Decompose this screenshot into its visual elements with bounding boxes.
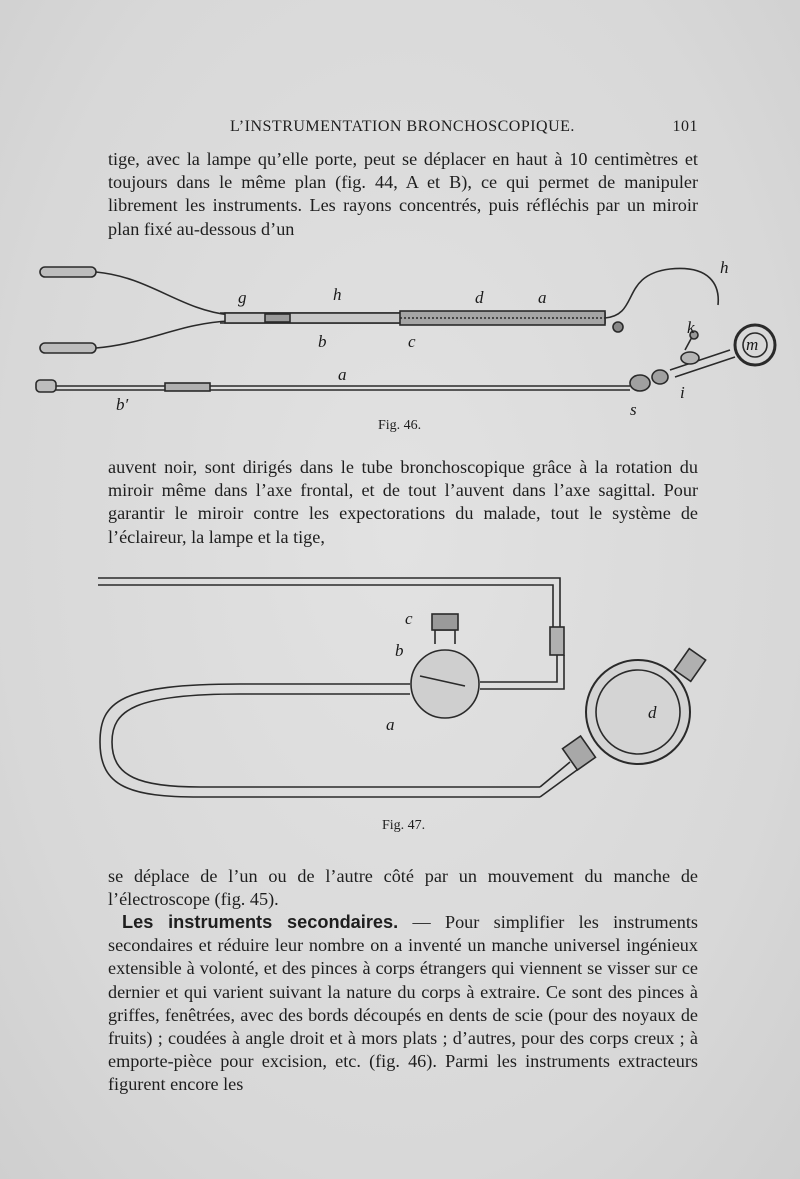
fig46-label-a-lower: a (338, 365, 347, 384)
paragraph-1: tige, avec la lampe qu’elle porte, peut se déplacer en haut à 10 centimètres et toujours dans le même plan (fig. 44, A et B), ce qui permet de manipuler librement les instruments. Les rayons concentrés, puis réfléchis par un miroir plan fixé au-dessous d’un (108, 149, 698, 239)
fig46-label-d: d (475, 288, 484, 307)
fig46-label-s: s (630, 400, 637, 419)
fig46-label-a-upper: a (538, 288, 547, 307)
fig46-label-k: k (687, 318, 695, 337)
fig46-label-b-lower: b′ (116, 395, 129, 414)
fig46-label-g: g (238, 288, 247, 307)
paragraph-4 (108, 911, 698, 1097)
fig46-label-h-right: h (720, 258, 729, 277)
fig46-label-c: c (408, 332, 416, 351)
section-heading: Les instruments secondaires. (122, 912, 399, 932)
fig47-label-c: c (405, 609, 413, 628)
fig46-label-i: i (680, 383, 685, 402)
figure-46-caption: Fig. 46. (378, 418, 422, 433)
paragraph-4-body: — Pour simplifier les instruments secondaires et réduire leur nombre on a inventé un manche universel ingénieux extensible à volonté, et des pinces à corps étrangers qui viennent se visser sur ce dernier et qui varient suivant la nature du corps à extraire. Ce sont des pinces à griffes, fenêtrées, avec des bords découpés en dents de scie (pour des noyaux de fruits) ; coudées à angle droit et à mors plats ; d’autres, pour des corps creux ; à emporte-pièce pour excision, etc. (fig. 46). Parmi les instruments extracteurs figurent encore les (108, 912, 698, 1095)
page-number: 101 (672, 118, 698, 135)
figure-46-illustration (30, 255, 790, 420)
figure-47-illustration (90, 572, 720, 812)
running-head-title: L’INSTRUMENTATION BRONCHOSCOPIQUE. (230, 118, 575, 135)
figure-47-caption: Fig. 47. (382, 818, 426, 833)
fig46-label-m: m (746, 335, 759, 354)
fig47-label-d: d (648, 703, 657, 722)
paragraph-3: se déplace de l’un ou de l’autre côté par un mouvement du manche de l’électroscope (fig. 45). (108, 866, 698, 910)
fig46-label-b-upper: b (318, 332, 327, 351)
fig47-label-a: a (386, 715, 395, 734)
fig47-label-b: b (395, 641, 404, 660)
fig46-label-h-upper: h (333, 285, 342, 304)
paragraph-2: auvent noir, sont dirigés dans le tube bronchoscopique grâce à la rotation du miroir même dans l’axe frontal, et de tout l’auvent dans l’axe sagittal. Pour garantir le miroir contre les expectorations du malade, tout le système de l’éclaireur, la lampe et la tige, (108, 457, 698, 547)
